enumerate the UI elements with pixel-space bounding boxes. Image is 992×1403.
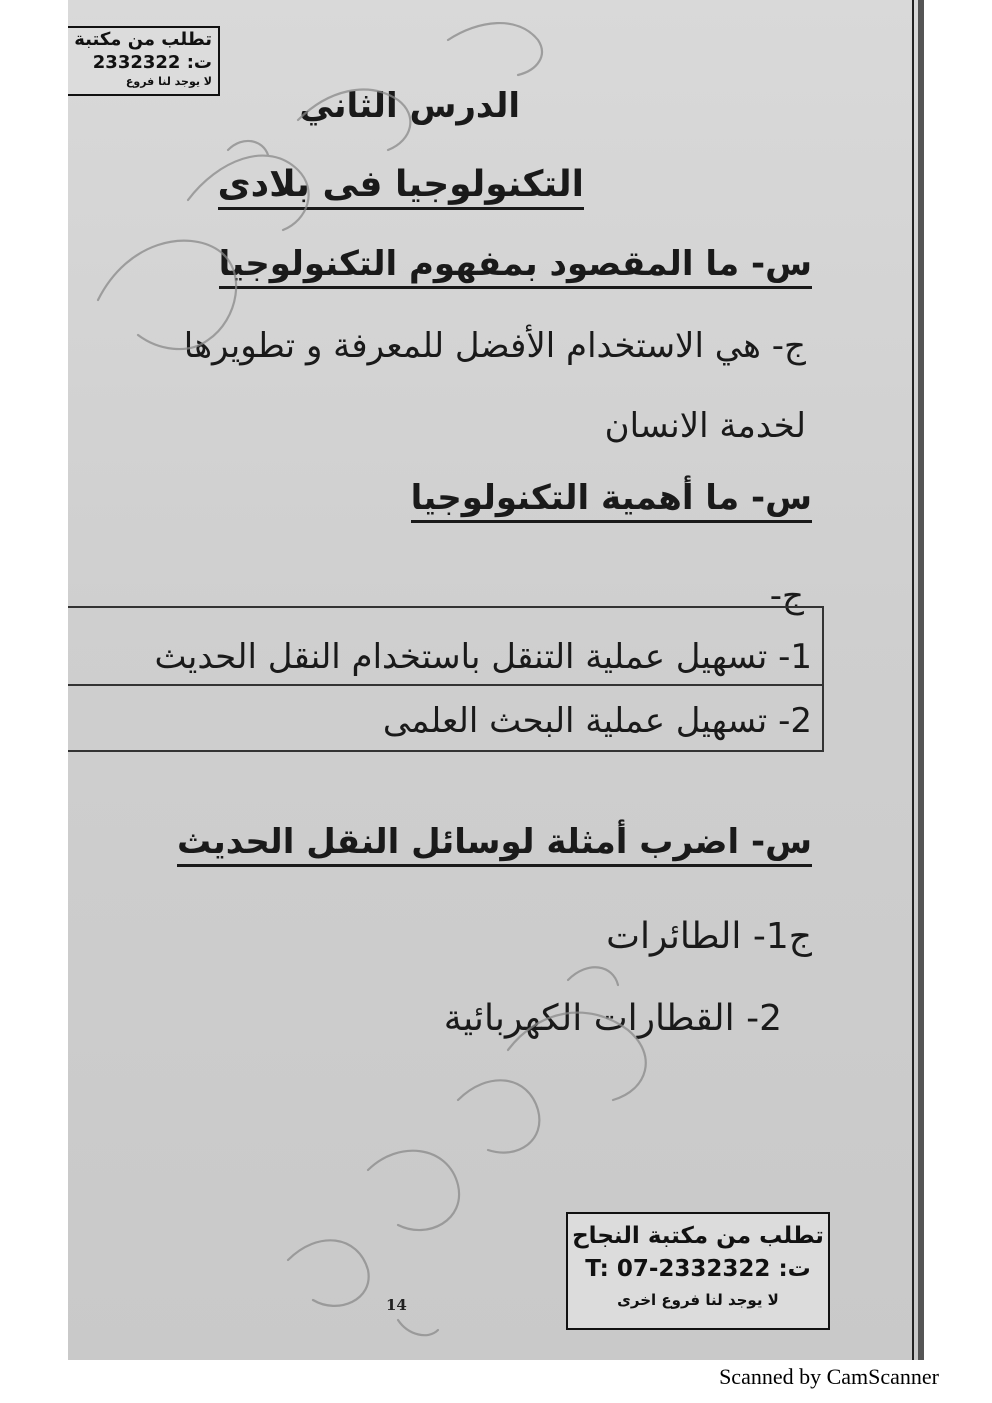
answer-2-table — [68, 606, 824, 752]
answer-2-label: ج- — [769, 576, 804, 616]
stamp-bottom-line1: تطلب من مكتبة النجاح — [572, 1223, 824, 1249]
lesson-title: الدرس الثاني — [299, 86, 520, 126]
scanner-footer: Scanned by CamScanner — [719, 1364, 939, 1389]
question-3: س- اضرب أمثلة لوسائل النقل الحديث — [177, 822, 812, 867]
question-2: س- ما أهمية التكنولوجيا — [411, 478, 812, 523]
stamp-bottom-line2: ت: T: 07-2332322 — [585, 1256, 811, 1282]
answer-1-line-2: لخدمة الانسان — [604, 406, 806, 446]
answer-1-line-1: ج- هي الاستخدام الأفضل للمعرفة و تطويرها — [183, 326, 806, 366]
answer-2-item-2: 2- تسهيل عملية البحث العلمى — [68, 684, 822, 754]
stamp-top-line2: ت: 2332322 — [92, 52, 212, 73]
stamp-top-line3: لا يوجد لنا فروع — [125, 75, 212, 88]
bookshop-stamp-top — [68, 26, 220, 96]
main-title: التكنولوجيا فى بلادى — [218, 164, 584, 210]
page-edge — [918, 0, 924, 1360]
answer-3-line-2: 2- القطارات الكهربائية — [443, 998, 782, 1039]
bookshop-stamp-bottom — [566, 1212, 830, 1330]
stamp-top-line1: تطلب من مكتبة — [74, 29, 212, 50]
page-edge-line — [912, 0, 914, 1360]
answer-2-item-1: 1- تسهيل عملية التنقل باستخدام النقل الحديث — [154, 637, 812, 677]
question-1: س- ما المقصود بمفهوم التكنولوجيا — [219, 244, 812, 289]
page-number: 14 — [386, 1296, 407, 1314]
scanned-page — [68, 0, 924, 1360]
stamp-bottom-line3: لا يوجد لنا فروع اخرى — [617, 1291, 779, 1309]
answer-3-line-1: ج1- الطائرات — [606, 916, 812, 957]
